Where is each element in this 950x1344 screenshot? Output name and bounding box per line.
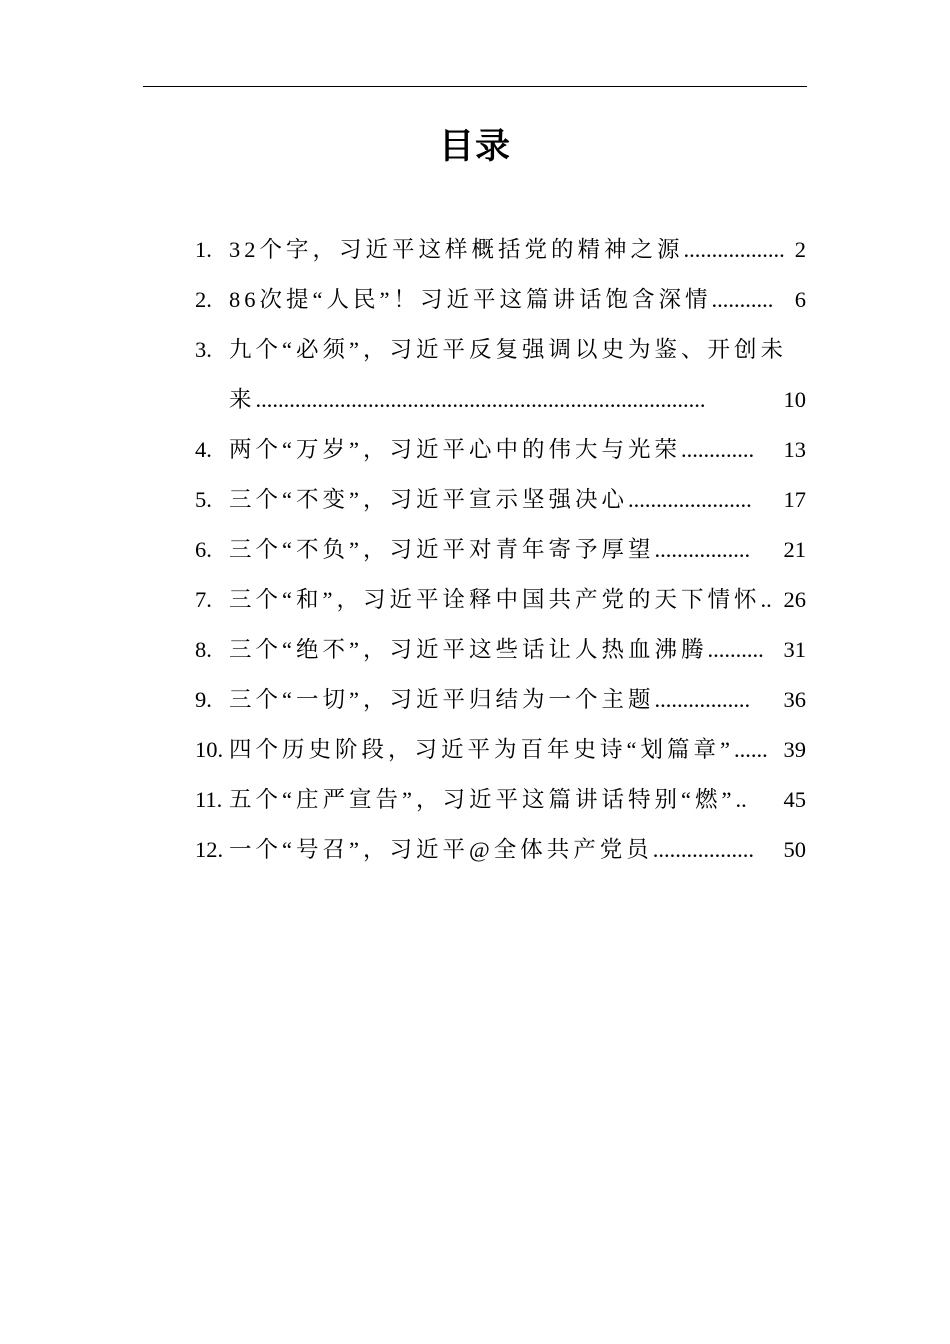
toc-entry-number: 9. (195, 687, 212, 712)
toc-leader-dots: .................. (683, 237, 785, 262)
toc-entry-number: 8. (195, 637, 212, 662)
toc-entry-text (229, 525, 784, 575)
toc-entry-page: 2 (794, 237, 806, 262)
toc-entry-text (229, 425, 784, 475)
toc-entry-text (229, 675, 784, 725)
header-rule (143, 86, 807, 87)
toc-entry-page: 31 (783, 637, 806, 662)
toc-entry-number: 3. (195, 337, 212, 362)
toc-entry-text (229, 725, 784, 775)
toc-entry-body (229, 325, 806, 425)
toc-entry-12[interactable] (195, 825, 806, 875)
toc-entry-number: 4. (195, 437, 212, 462)
toc-entry-text (229, 275, 795, 325)
toc-entry-title: 九个“必须”，习近平反复强调以史为鉴、开创未 (229, 337, 787, 362)
toc-entry-page: 21 (783, 537, 806, 562)
toc-entry-7[interactable] (195, 575, 806, 625)
toc-entry-title: 五个“庄严宣告”，习近平这篇讲话特别“燃” (229, 787, 736, 812)
toc-entry-page: 36 (783, 687, 806, 712)
toc-entry-title: 三个“和”，习近平诠释中国共产党的天下情怀 (229, 587, 761, 612)
toc-entry-text (229, 775, 784, 825)
toc-entry-5[interactable] (195, 475, 806, 525)
toc-entry-number: 1. (195, 237, 212, 262)
toc-leader-dots: ................. (654, 537, 751, 562)
toc-entry-title: 三个“不负”，习近平对青年寄予厚望 (229, 537, 655, 562)
toc-entry-title: 一个“号召”，习近平@全体共产党员 (229, 837, 653, 862)
toc-entry-page: 10 (783, 387, 806, 412)
toc-entry-page: 39 (783, 737, 806, 762)
toc-entry-title: 32个字，习近平这样概括党的精神之源 (229, 237, 684, 262)
toc-entry-page: 13 (783, 437, 806, 462)
toc-leader-dots: .. (735, 787, 747, 812)
toc-leader-dots: .......... (707, 637, 764, 662)
toc-entry-3[interactable] (195, 325, 806, 425)
toc-entry-8[interactable] (195, 625, 806, 675)
toc-entry-text (229, 825, 784, 875)
toc-entry-continuation (229, 375, 806, 425)
toc-leader-dots: ................................................................................ (255, 387, 706, 412)
toc-entry-text (229, 575, 784, 625)
toc-entry-page: 45 (783, 787, 806, 812)
toc-entry-page: 17 (783, 487, 806, 512)
toc-entry-title-continued: 来 (229, 387, 256, 412)
toc-entry-title: 四个历史阶段，习近平为百年史诗“划篇章” (229, 737, 734, 762)
toc-entry-number: 5. (195, 487, 212, 512)
toc-leader-dots: ............. (680, 437, 755, 462)
toc-entry-title: 三个“一切”，习近平归结为一个主题 (229, 687, 655, 712)
toc-entry-number: 2. (195, 287, 212, 312)
toc-leader-dots: .................. (652, 837, 754, 862)
toc-leader-dots: ...... (733, 737, 768, 762)
toc-leader-dots: ........... (711, 287, 774, 312)
toc-leader-dots: ................. (654, 687, 751, 712)
toc-entry-number: 11. (195, 787, 223, 812)
toc-entry-number: 6. (195, 537, 212, 562)
toc-entry-number: 7. (195, 587, 212, 612)
toc-entry-page: 26 (783, 587, 806, 612)
toc-entry-title: 两个“万岁”，习近平心中的伟大与光荣 (229, 437, 681, 462)
toc-entry-11[interactable] (195, 775, 806, 825)
toc-entry-number: 10. (195, 737, 224, 762)
toc-entry-page: 6 (794, 287, 806, 312)
toc-entry-title: 三个“绝不”，习近平这些话让人热血沸腾 (229, 637, 708, 662)
toc-entry-10[interactable] (195, 725, 806, 775)
toc-leader-dots: .. (760, 587, 772, 612)
toc-leader-dots: ...................... (627, 487, 752, 512)
toc-entry-1[interactable] (195, 225, 806, 275)
toc-entry-title: 86次提“人民”！习近平这篇讲话饱含深情 (229, 287, 712, 312)
toc-entry-6[interactable] (195, 525, 806, 575)
page-title: 目录 (438, 127, 511, 166)
toc-entry-number: 12. (195, 837, 224, 862)
toc-entry-9[interactable] (195, 675, 806, 725)
toc-entry-4[interactable] (195, 425, 806, 475)
toc-entry-2[interactable] (195, 275, 806, 325)
toc-list (195, 225, 806, 875)
toc-entry-text (229, 625, 784, 675)
toc-entry-page: 50 (783, 837, 806, 862)
toc-entry-text (229, 475, 784, 525)
toc-entry-text (229, 375, 784, 425)
toc-entry-text (229, 225, 795, 275)
toc-entry-title: 三个“不变”，习近平宣示坚强决心 (229, 487, 628, 512)
